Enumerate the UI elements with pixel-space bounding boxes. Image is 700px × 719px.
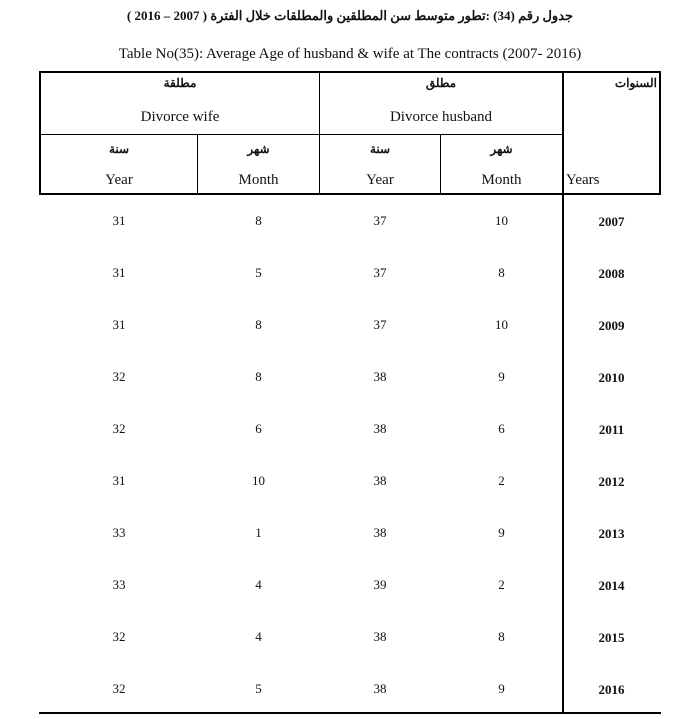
header-years-english: Years xyxy=(566,172,600,188)
cell-wife-month: 1 xyxy=(255,525,262,540)
cell-wife-year: 33 xyxy=(112,525,126,540)
cell-husband-year: 37 xyxy=(373,265,387,280)
header-husband-year-arabic: سنة xyxy=(369,142,391,156)
cell-husband-month: 9 xyxy=(498,681,505,696)
cell-wife-month: 8 xyxy=(255,369,262,384)
header-wife-year-arabic: سنة xyxy=(108,142,130,156)
header-husband-month-english: Month xyxy=(481,172,522,188)
cell-wife-month: 5 xyxy=(255,681,262,696)
grid-top-border xyxy=(39,71,661,73)
cell-husband-month: 2 xyxy=(498,577,505,592)
grid-right-border xyxy=(659,71,661,195)
cell-wife-month: 4 xyxy=(255,577,262,592)
cell-husband-year: 37 xyxy=(373,317,387,332)
cell-husband-month: 10 xyxy=(495,213,508,228)
cell-year: 2012 xyxy=(598,474,625,489)
cell-wife-year: 31 xyxy=(112,473,126,488)
cell-wife-month: 5 xyxy=(255,265,262,280)
cell-wife-year: 31 xyxy=(112,265,126,280)
cell-wife-month: 6 xyxy=(255,421,262,436)
cell-wife-month: 4 xyxy=(255,629,262,644)
header-husband-arabic: مطلق xyxy=(425,76,457,90)
cell-husband-year: 38 xyxy=(373,681,387,696)
cell-husband-year: 38 xyxy=(373,473,387,488)
cell-year: 2009 xyxy=(598,318,625,333)
cell-wife-year: 32 xyxy=(112,369,126,384)
table-title-english: Table No(35): Average Age of husband & wife at The contracts (2007- 2016) xyxy=(118,46,582,62)
cell-husband-year: 37 xyxy=(373,213,387,228)
header-wife-arabic: مطلقة xyxy=(163,76,197,90)
cell-year: 2007 xyxy=(598,214,625,229)
cell-husband-month: 8 xyxy=(498,629,505,644)
header-wife-year-english: Year xyxy=(105,172,133,188)
cell-year: 2010 xyxy=(598,370,625,385)
cell-husband-year: 38 xyxy=(373,421,387,436)
header-wife-month-english: Month xyxy=(238,172,279,188)
cell-wife-month: 8 xyxy=(255,213,262,228)
header-wife-month-arabic: شهر xyxy=(247,142,270,156)
header-husband-english: Divorce husband xyxy=(389,109,493,125)
grid-header-split xyxy=(39,134,563,135)
cell-husband-year: 39 xyxy=(373,577,387,592)
grid-years-divider xyxy=(562,71,564,714)
cell-year: 2013 xyxy=(598,526,625,541)
cell-year: 2015 xyxy=(598,630,625,645)
cell-year: 2008 xyxy=(598,266,625,281)
cell-husband-year: 38 xyxy=(373,369,387,384)
cell-husband-year: 38 xyxy=(373,525,387,540)
cell-year: 2011 xyxy=(598,422,625,437)
header-husband-year-english: Year xyxy=(366,172,394,188)
cell-wife-year: 31 xyxy=(112,317,126,332)
cell-husband-month: 8 xyxy=(498,265,505,280)
cell-wife-year: 32 xyxy=(112,421,126,436)
cell-wife-year: 32 xyxy=(112,629,126,644)
cell-wife-month: 10 xyxy=(252,473,265,488)
cell-husband-month: 9 xyxy=(498,369,505,384)
cell-wife-year: 32 xyxy=(112,681,126,696)
grid-header-bottom xyxy=(39,193,661,195)
cell-husband-month: 9 xyxy=(498,525,505,540)
cell-wife-year: 31 xyxy=(112,213,126,228)
cell-wife-month: 8 xyxy=(255,317,262,332)
header-wife-english: Divorce wife xyxy=(140,109,220,125)
cell-husband-month: 6 xyxy=(498,421,505,436)
cell-wife-year: 33 xyxy=(112,577,126,592)
table-title-arabic: جدول رقم (34) :تطور متوسط سن المطلقين والمطلقات خلال الفترة ( 2007 – 2016 ) xyxy=(126,8,574,23)
cell-year: 2016 xyxy=(598,682,625,697)
cell-year: 2014 xyxy=(598,578,625,593)
cell-husband-year: 38 xyxy=(373,629,387,644)
header-husband-month-arabic: شهر xyxy=(490,142,513,156)
grid-bottom-border xyxy=(39,712,661,714)
cell-husband-month: 2 xyxy=(498,473,505,488)
header-years-arabic: السنوات xyxy=(614,76,657,90)
cell-husband-month: 10 xyxy=(495,317,508,332)
